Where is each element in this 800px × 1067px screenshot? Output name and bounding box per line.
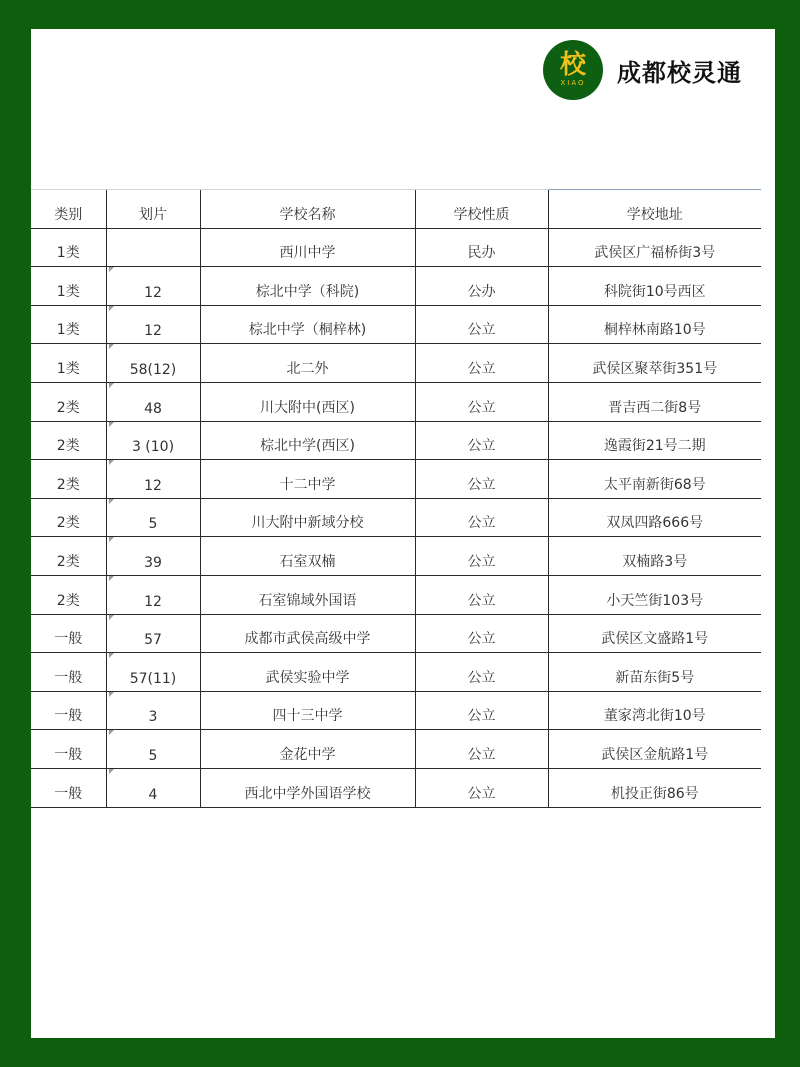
cell-piece-text: 57 [144,632,162,649]
cell-category: 一般 [31,691,106,730]
cell-comment-marker [109,692,114,697]
cell-school-address: 新苗东街5号 [548,653,761,692]
cell-piece [106,498,200,537]
table-row [31,460,761,499]
cell-piece-text: 39 [144,554,162,571]
cell-school-nature: 公立 [415,344,548,383]
cell-school-nature: 公办 [415,267,548,306]
document-page [31,29,775,1038]
cell-school-name: 石室双楠 [200,537,415,576]
logo-char: 校 [559,50,586,80]
cell-piece [106,460,200,499]
cell-piece [106,653,200,692]
cell-school-nature: 公立 [415,382,548,421]
cell-school-address: 双凤四路666号 [548,498,761,537]
cell-category: 2类 [31,460,106,499]
cell-comment-marker [109,769,114,774]
cell-category: 一般 [31,614,106,653]
cell-school-nature: 公立 [415,575,548,614]
cell-category: 一般 [31,730,106,769]
cell-piece-text: 12 [144,323,162,340]
cell-piece [106,228,200,267]
table-row [31,267,761,306]
cell-category: 1类 [31,267,106,306]
table-row [31,382,761,421]
cell-school-address: 武侯区聚萃街351号 [548,344,761,383]
cell-school-nature: 公立 [415,691,548,730]
cell-piece [106,575,200,614]
cell-school-nature: 公立 [415,537,548,576]
table-row [31,730,761,769]
cell-school-name: 川大附中(西区) [200,382,415,421]
cell-school-address: 武侯区金航路1号 [548,730,761,769]
logo-sub: XIAO [560,79,586,87]
cell-piece-text: 12 [144,477,162,494]
cell-category: 2类 [31,575,106,614]
cell-piece [106,344,200,383]
cell-comment-marker [109,537,114,542]
cell-piece [106,382,200,421]
cell-school-address: 双楠路3号 [548,537,761,576]
table-row [31,228,761,267]
cell-school-name: 西川中学 [200,228,415,267]
cell-school-address: 武侯区文盛路1号 [548,614,761,653]
cell-piece-text: 12 [144,593,162,610]
school-table [31,189,761,808]
cell-school-nature: 公立 [415,653,548,692]
table-row [31,537,761,576]
cell-school-nature: 公立 [415,730,548,769]
cell-comment-marker [109,730,114,735]
brand-header [543,39,742,101]
cell-piece-text: 3 [148,709,158,726]
cell-school-name: 棕北中学（桐梓林) [200,305,415,344]
cell-comment-marker [109,344,114,349]
table-row [31,344,761,383]
cell-school-name: 北二外 [200,344,415,383]
cell-category: 2类 [31,421,106,460]
cell-comment-marker [109,422,114,427]
cell-school-name: 金花中学 [200,730,415,769]
cell-school-name: 成都市武侯高级中学 [200,614,415,653]
cell-school-address: 桐梓林南路10号 [548,305,761,344]
cell-school-address: 机投正街86号 [548,768,761,807]
cell-school-address: 董家湾北街10号 [548,691,761,730]
cell-school-address: 小天竺街103号 [548,575,761,614]
cell-school-nature: 公立 [415,421,548,460]
cell-school-name: 棕北中学(西区) [200,421,415,460]
header-category: 类别 [31,190,106,229]
cell-school-nature: 民办 [415,228,548,267]
cell-school-name: 棕北中学（科院) [200,267,415,306]
cell-school-name: 十二中学 [200,460,415,499]
cell-piece-text: 3 (10) [131,439,175,456]
cell-piece-text: 58(12) [129,361,177,378]
cell-piece [106,730,200,769]
table-header-row [31,190,761,229]
cell-piece-text: 12 [144,284,162,301]
table-row [31,691,761,730]
cell-piece-text: 5 [148,516,158,533]
cell-piece [106,537,200,576]
cell-school-name: 石室锦域外国语 [200,575,415,614]
table-row [31,653,761,692]
table-row [31,421,761,460]
cell-school-name: 川大附中新域分校 [200,498,415,537]
cell-piece [106,305,200,344]
header-school-address: 学校地址 [548,190,761,229]
cell-comment-marker [109,460,114,465]
cell-piece-text: 57(11) [129,670,177,687]
cell-school-name: 四十三中学 [200,691,415,730]
cell-piece-text: 5 [148,747,158,764]
cell-category: 1类 [31,344,106,383]
cell-category: 2类 [31,382,106,421]
table-row [31,614,761,653]
header-school-name: 学校名称 [200,190,415,229]
cell-category: 一般 [31,653,106,692]
cell-comment-marker [109,653,114,658]
cell-category: 2类 [31,537,106,576]
cell-school-nature: 公立 [415,768,548,807]
cell-piece [106,614,200,653]
cell-comment-marker [109,267,114,272]
cell-piece-text: 4 [148,786,158,803]
cell-comment-marker [109,499,114,504]
cell-school-address: 太平南新街68号 [548,460,761,499]
table-row [31,305,761,344]
cell-school-nature: 公立 [415,614,548,653]
brand-logo [543,40,603,100]
brand-name: 成都校灵通 [617,58,742,87]
header-school-nature: 学校性质 [415,190,548,229]
cell-comment-marker [109,576,114,581]
cell-school-name: 武侯实验中学 [200,653,415,692]
table-row [31,768,761,807]
cell-school-address: 科院街10号西区 [548,267,761,306]
cell-school-nature: 公立 [415,498,548,537]
cell-school-nature: 公立 [415,460,548,499]
table-row [31,575,761,614]
header-piece: 划片 [106,190,200,229]
cell-school-address: 晋吉西二街8号 [548,382,761,421]
cell-piece [106,691,200,730]
cell-comment-marker [109,615,114,620]
cell-category: 1类 [31,228,106,267]
cell-category: 1类 [31,305,106,344]
cell-school-name: 西北中学外国语学校 [200,768,415,807]
cell-piece [106,421,200,460]
cell-piece-text: 48 [144,400,162,417]
table-row [31,498,761,537]
cell-category: 2类 [31,498,106,537]
cell-school-address: 武侯区广福桥街3号 [548,228,761,267]
cell-school-address: 逸霞街21号二期 [548,421,761,460]
cell-piece [106,768,200,807]
cell-category: 一般 [31,768,106,807]
cell-piece [106,267,200,306]
cell-comment-marker [109,383,114,388]
cell-comment-marker [109,306,114,311]
cell-school-nature: 公立 [415,305,548,344]
